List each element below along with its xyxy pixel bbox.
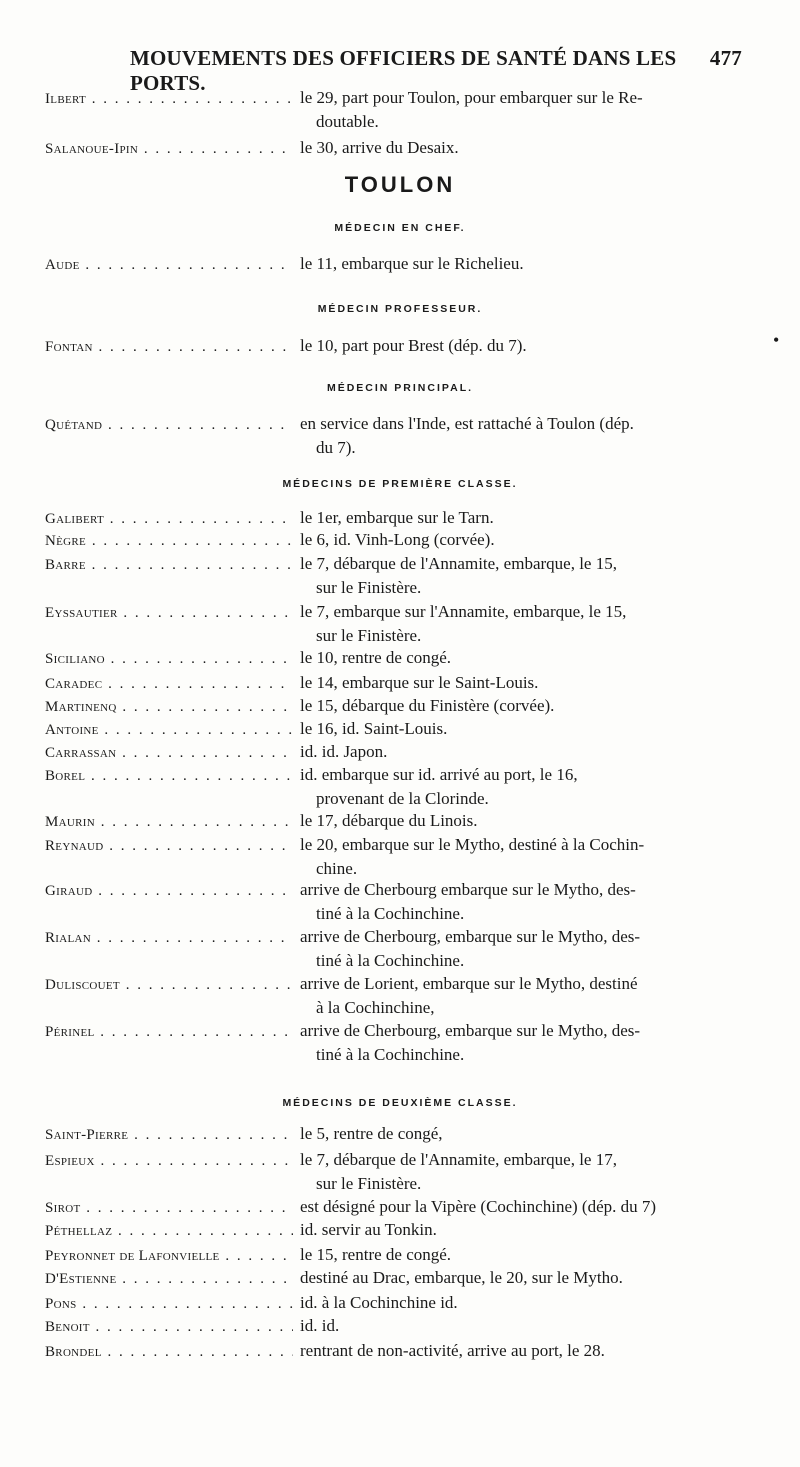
officer-name: Sirot . . . <box>45 1195 293 1221</box>
entry-text: le 14, embarque sur le Saint-Louis. <box>300 673 539 692</box>
rank-heading-chef: MÉDECIN EN CHEF. <box>334 222 466 234</box>
entry-text: le 16, id. Saint-Louis. <box>300 719 448 738</box>
rank-heading-premiere: MÉDECINS DE PREMIÈRE CLASSE. <box>282 478 518 490</box>
officer-name: Péthellaz . . . <box>45 1218 293 1244</box>
officer-name: Salanoue-Ipin . . . <box>45 136 293 162</box>
officer-name: Nègre . . . <box>45 528 293 554</box>
entry-text: le 5, rentre de congé, <box>300 1124 443 1143</box>
rank-heading-principal: MÉDECIN PRINCIPAL. <box>326 382 474 394</box>
officer-name: Martinenq . . . <box>45 694 293 720</box>
rank-heading-professeur: MÉDECIN PROFESSEUR. <box>317 303 483 315</box>
entry-text: le 7, embarque sur l'Annamite, embarque, le 15, sur le Finistère. <box>300 602 627 645</box>
entry-text: le 11, embarque sur le Richelieu. <box>300 254 524 273</box>
entry-text: arrive de Cherbourg, embarque sur le Mytho, des- tiné à la Cochinchine. <box>300 927 641 970</box>
entry-text: id. embarque sur id. arrivé au port, le 16, provenant de la Clorinde. <box>300 765 578 808</box>
margin-dot: • <box>773 330 780 350</box>
officer-name: Espieux . . . <box>45 1148 293 1174</box>
entry-text: arrive de Cherbourg, embarque sur le Mytho, des- tiné à la Cochinchine. <box>300 1021 641 1064</box>
entry-text: est désigné pour la Vipère (Cochinchine) (dép. du 7) <box>300 1197 657 1216</box>
officer-name: Caradec . . . <box>45 671 293 697</box>
officer-name: Benoit . . . <box>45 1314 293 1340</box>
officer-name: Saint-Pierre . . . <box>45 1122 293 1148</box>
entry-text: destiné au Drac, embarque, le 20, sur le Mytho. <box>300 1268 623 1287</box>
entry-text: en service dans l'Inde, est rattaché à Toulon (dép. du 7). <box>300 414 634 457</box>
entry-text: id. servir au Tonkin. <box>300 1220 437 1239</box>
entry-text: id. à la Cochinchine id. <box>300 1293 458 1312</box>
officer-name: Carrassan . . . <box>45 740 293 766</box>
entry-text: le 15, rentre de congé. <box>300 1245 452 1264</box>
officer-name: Aude . . . <box>45 252 293 278</box>
officer-name: Eyssautier . . . <box>45 600 293 626</box>
officer-name: Fontan . . . <box>45 334 293 360</box>
entry-text: le 10, part pour Brest (dép. du 7). <box>300 336 527 355</box>
officer-name: Rialan . . . <box>45 925 293 951</box>
entry-text: arrive de Lorient, embarque sur le Mytho, destiné à la Cochinchine, <box>300 974 638 1017</box>
officer-name: Galibert . . . <box>45 506 293 532</box>
entry-text: le 15, débarque du Finistère (corvée). <box>300 696 555 715</box>
officer-name: Antoine . . . <box>45 717 293 743</box>
officer-name: Pons . . . <box>45 1291 293 1317</box>
entry-text: le 6, id. Vinh-Long (corvée). <box>300 530 495 549</box>
officer-name: Périnel . . . <box>45 1019 293 1045</box>
officer-name: Quétand . . . <box>45 412 293 438</box>
officer-name: Duliscouet . . . <box>45 972 293 998</box>
officer-name: Peyronnet de Lafonvielle . . . <box>45 1243 293 1269</box>
officer-name: Barre . . . <box>45 552 293 578</box>
city-heading: TOULON <box>344 172 456 197</box>
entry-text: id. id. Japon. <box>300 742 388 761</box>
entry-text: le 20, embarque sur le Mytho, destiné à la Cochin- chine. <box>300 835 645 878</box>
officer-name: Ilbert . . . <box>45 86 293 112</box>
page-number: 477 <box>709 46 742 70</box>
officer-name: Borel . . . <box>45 763 293 789</box>
officer-name: D'Estienne . . . <box>45 1266 293 1292</box>
entry-text: rentrant de non-activité, arrive au port, le 28. <box>300 1341 605 1360</box>
rank-heading-deuxieme: MÉDECINS DE DEUXIÈME CLASSE. <box>282 1097 518 1109</box>
running-title: MOUVEMENTS DES OFFICIERS DE SANTÉ DANS LES PORTS. <box>130 46 677 95</box>
officer-name: Giraud . . . <box>45 878 293 904</box>
entry-text: id. id. <box>300 1316 340 1335</box>
entry-text: le 7, débarque de l'Annamite, embarque, le 15, sur le Finistère. <box>300 554 617 597</box>
officer-name: Siciliano . . . <box>45 646 293 672</box>
officer-name: Brondel . . . <box>45 1339 293 1365</box>
entry-text: le 7, débarque de l'Annamite, embarque, le 17, sur le Finistère. <box>300 1150 617 1193</box>
entry-text: arrive de Cherbourg embarque sur le Mytho, des- tiné à la Cochinchine. <box>300 880 636 923</box>
entry-text: le 1er, embarque sur le Tarn. <box>300 508 494 527</box>
entry-text: le 17, débarque du Linois. <box>300 811 478 830</box>
officer-name: Reynaud . . . <box>45 833 293 859</box>
entry-text: le 29, part pour Toulon, pour embarquer sur le Re- doutable. <box>300 88 643 131</box>
entry-text: le 30, arrive du Desaix. <box>300 138 459 157</box>
entry-text: le 10, rentre de congé. <box>300 648 452 667</box>
officer-name: Maurin . . . <box>45 809 293 835</box>
